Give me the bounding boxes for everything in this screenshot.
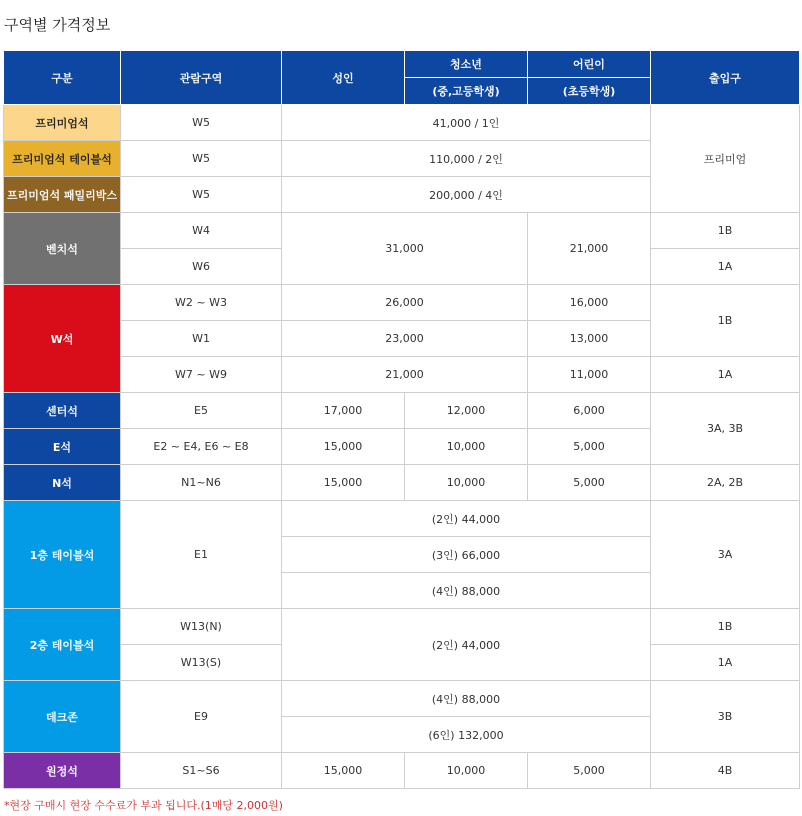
page-title: 구역별 가격정보 [4,16,111,34]
category-center: 센터석 [4,393,121,429]
zone-cell: E9 [121,681,282,753]
zone-cell: W13(N) [121,609,282,645]
price-cell: 26,000 [282,285,528,321]
price-cell: 5,000 [528,429,651,465]
table-row [4,105,800,141]
zone-cell: W5 [121,105,282,141]
zone-cell: S1~S6 [121,753,282,789]
zone-cell: N1~N6 [121,465,282,501]
entrance-cell: 2A, 2B [651,465,800,501]
price-cell: 17,000 [282,393,405,429]
header-youth-sub: (중,고등학생) [405,78,528,105]
zone-cell: W1 [121,321,282,357]
price-cell: (3인) 66,000 [282,537,651,573]
price-cell: 12,000 [405,393,528,429]
header-zone: 관람구역 [121,51,282,105]
category-w: W석 [4,285,121,393]
entrance-cell: 3B [651,681,800,753]
price-cell: 5,000 [528,465,651,501]
fee-note: *현장 구매시 현장 수수료가 부과 됩니다.(1매당 2,000원) [4,799,283,812]
price-cell: 5,000 [528,753,651,789]
entrance-cell: 1A [651,357,800,393]
price-cell: 15,000 [282,465,405,501]
category-premium-family: 프리미엄석 패밀리박스 [4,177,121,213]
price-cell: 31,000 [282,213,528,285]
price-cell: (4인) 88,000 [282,681,651,717]
zone-cell: W13(S) [121,645,282,681]
entrance-cell: 1B [651,285,800,357]
category-premium: 프리미엄석 [4,105,121,141]
price-cell: 21,000 [528,213,651,285]
price-cell: 110,000 / 2인 [282,141,651,177]
table-row [4,213,800,249]
entrance-cell: 1B [651,609,800,645]
category-table2: 2층 테이블석 [4,609,121,681]
category-deck: 데크존 [4,681,121,753]
price-cell: 23,000 [282,321,528,357]
header-child: 어린이 [528,51,651,78]
zone-cell: E2 ~ E4, E6 ~ E8 [121,429,282,465]
category-bench: 벤치석 [4,213,121,285]
table-row [4,609,800,645]
price-cell: 15,000 [282,753,405,789]
entrance-cell: 1A [651,645,800,681]
price-cell: 200,000 / 4인 [282,177,651,213]
table-row [4,753,800,789]
zone-cell: W7 ~ W9 [121,357,282,393]
header-adult: 성인 [282,51,405,105]
table-row [4,393,800,429]
price-cell: 11,000 [528,357,651,393]
entrance-cell: 3A [651,501,800,609]
table-row [4,357,800,393]
category-premium-table: 프리미엄석 테이블석 [4,141,121,177]
table-row [4,501,800,537]
price-cell: 13,000 [528,321,651,357]
price-cell: (2인) 44,000 [282,501,651,537]
zone-cell: E1 [121,501,282,609]
price-cell: (4인) 88,000 [282,573,651,609]
price-table [3,50,800,789]
category-n: N석 [4,465,121,501]
entrance-cell: 4B [651,753,800,789]
zone-cell: W6 [121,249,282,285]
price-cell: 10,000 [405,465,528,501]
price-cell: 21,000 [282,357,528,393]
price-cell: 10,000 [405,753,528,789]
table-row [4,681,800,717]
price-cell: 41,000 / 1인 [282,105,651,141]
zone-cell: E5 [121,393,282,429]
category-table1: 1층 테이블석 [4,501,121,609]
header-youth: 청소년 [405,51,528,78]
category-away: 원정석 [4,753,121,789]
price-cell: (2인) 44,000 [282,609,651,681]
category-e: E석 [4,429,121,465]
price-cell: 10,000 [405,429,528,465]
price-cell: (6인) 132,000 [282,717,651,753]
entrance-cell: 3A, 3B [651,393,800,465]
entrance-cell: 1B [651,213,800,249]
zone-cell: W4 [121,213,282,249]
entrance-cell: 프리미엄 [651,105,800,213]
table-row [4,285,800,321]
table-row [4,465,800,501]
price-cell: 15,000 [282,429,405,465]
header-category: 구분 [4,51,121,105]
price-cell: 16,000 [528,285,651,321]
header-entrance: 출입구 [651,51,800,105]
entrance-cell: 1A [651,249,800,285]
zone-cell: W5 [121,141,282,177]
zone-cell: W2 ~ W3 [121,285,282,321]
zone-cell: W5 [121,177,282,213]
price-cell: 6,000 [528,393,651,429]
header-child-sub: (초등학생) [528,78,651,105]
